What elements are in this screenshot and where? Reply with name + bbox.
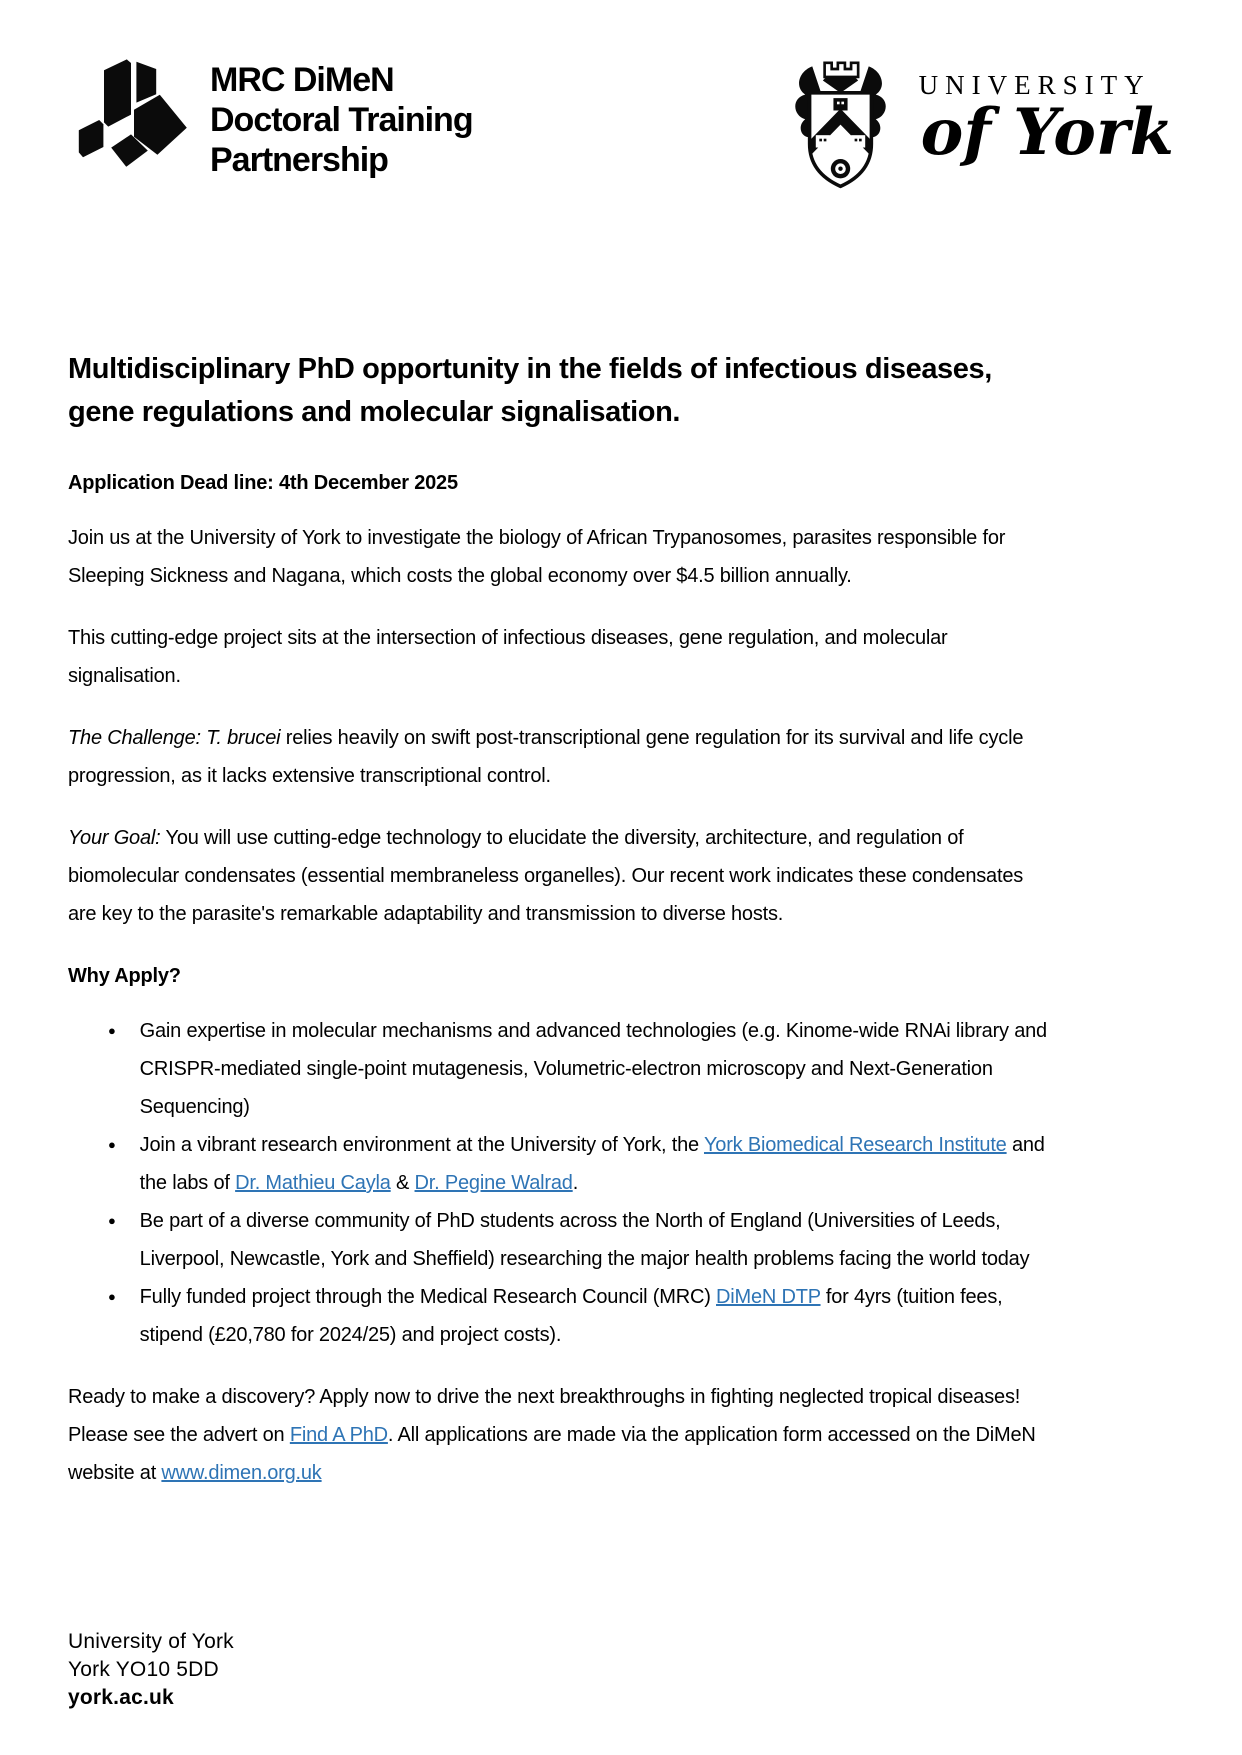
york-logo-of-york-word: of York bbox=[920, 95, 1174, 170]
paragraph-challenge bbox=[68, 719, 1053, 795]
link-find-a-phd[interactable]: Find A PhD bbox=[289, 1424, 388, 1446]
bullet-4-seg-2: for 4yrs (tuition fees, stipend (£20,780 for 2024/25) and project costs). bbox=[139, 1286, 1003, 1346]
bullet-4-text bbox=[140, 1278, 1053, 1354]
challenge-lead: The Challenge: T. brucei bbox=[68, 727, 281, 749]
closing-seg-2: . All applications are made via the application form accessed on the DiMeN website at bbox=[68, 1424, 1036, 1484]
bullet-2-seg-2: and the labs of bbox=[139, 1134, 1045, 1194]
paragraph-closing bbox=[68, 1378, 1053, 1492]
bullet-2-seg-3: & bbox=[390, 1172, 415, 1194]
footer-university-name: University of York bbox=[68, 1630, 234, 1653]
mrc-dimen-logo-mark-icon bbox=[68, 52, 188, 187]
goal-lead: Your Goal: bbox=[68, 827, 161, 849]
paragraph-goal bbox=[68, 819, 1053, 933]
bullet-icon: ● bbox=[108, 1137, 116, 1152]
paragraph-project: This cutting-edge project sits at the intersection of infectious diseases, gene regulation, and molecular signalisation. bbox=[68, 627, 948, 687]
closing-seg-1: Ready to make a discovery? Apply now to drive the next breakthroughs in fighting neglected tropical diseases! Please see the advert on bbox=[68, 1386, 1021, 1446]
list-item bbox=[68, 1202, 1053, 1278]
mrc-dimen-logo-text bbox=[210, 60, 473, 180]
bullet-4-seg-1: Fully funded project through the Medical Research Council (MRC) bbox=[139, 1286, 717, 1308]
link-dr-pegine-walrad[interactable]: Dr. Pegine Walrad bbox=[414, 1172, 573, 1194]
york-logo-university-word: UNIVERSITY bbox=[918, 70, 1151, 100]
document-body bbox=[68, 348, 1053, 1492]
page-title: Multidisciplinary PhD opportunity in the fields of infectious diseases, gene regulations and molecular signalisation. bbox=[68, 353, 992, 428]
list-item bbox=[68, 1012, 1053, 1126]
link-dr-mathieu-cayla[interactable]: Dr. Mathieu Cayla bbox=[235, 1172, 391, 1194]
york-logo-text bbox=[918, 54, 1174, 170]
bullet-3-text: Be part of a diverse community of PhD students across the North of England (Universities of Leeds, Liverpool, Newcastle, York and Sheffield) researching the major health problems facing the world today bbox=[139, 1210, 1030, 1270]
link-dimen-website[interactable]: www.dimen.org.uk bbox=[161, 1462, 322, 1484]
bullet-2-text bbox=[140, 1126, 1053, 1202]
link-dimen-dtp[interactable]: DiMeN DTP bbox=[716, 1286, 821, 1308]
why-apply-list bbox=[68, 1012, 1053, 1354]
paragraph-intro: Join us at the University of York to investigate the biology of African Trypanosomes, parasites responsible for Sleeping Sickness and Nagana, which costs the global economy over $4.5 billion annually. bbox=[68, 527, 1006, 587]
university-of-york-logo bbox=[778, 54, 1174, 209]
bullet-2-seg-4: . bbox=[572, 1172, 579, 1194]
bullet-icon: ● bbox=[108, 1023, 116, 1038]
list-item bbox=[68, 1126, 1053, 1202]
link-york-biomedical-research-institute[interactable]: York Biomedical Research Institute bbox=[703, 1134, 1007, 1156]
header bbox=[68, 52, 1174, 209]
footer-address bbox=[68, 1628, 234, 1712]
mrc-logo-line-3: Partnership bbox=[210, 140, 388, 179]
footer-postcode: York YO10 5DD bbox=[68, 1658, 219, 1681]
list-item bbox=[68, 1278, 1053, 1354]
bullet-icon: ● bbox=[108, 1213, 116, 1228]
mrc-dimen-logo bbox=[68, 52, 473, 187]
why-apply-heading: Why Apply? bbox=[68, 965, 181, 987]
footer-website: york.ac.uk bbox=[68, 1686, 174, 1709]
bullet-2-seg-1: Join a vibrant research environment at the University of York, the bbox=[139, 1134, 704, 1156]
application-deadline: Application Dead line: 4th December 2025 bbox=[68, 472, 458, 494]
mrc-logo-line-1: MRC DiMeN bbox=[210, 60, 394, 99]
challenge-rest: relies heavily on swift post-transcriptional gene regulation for its survival and life cycle progression, as it lacks extensive transcriptional control. bbox=[68, 727, 1024, 787]
mrc-logo-line-2: Doctoral Training bbox=[210, 100, 473, 139]
goal-rest: You will use cutting-edge technology to elucidate the diversity, architecture, and regulation of biomolecular condensates (essential membraneless organelles). Our recent work indicates these condensates are key to the parasite's remarkable adaptability and transmission to diverse hosts. bbox=[68, 827, 1024, 925]
bullet-1-text: Gain expertise in molecular mechanisms and advanced technologies (e.g. Kinome-wide RNAi library and CRISPR-mediated single-point mutagenesis, Volumetric-electron microscopy and Next-Generation Sequencing) bbox=[139, 1020, 1047, 1118]
york-crest-icon bbox=[778, 54, 903, 209]
bullet-icon: ● bbox=[108, 1289, 116, 1304]
